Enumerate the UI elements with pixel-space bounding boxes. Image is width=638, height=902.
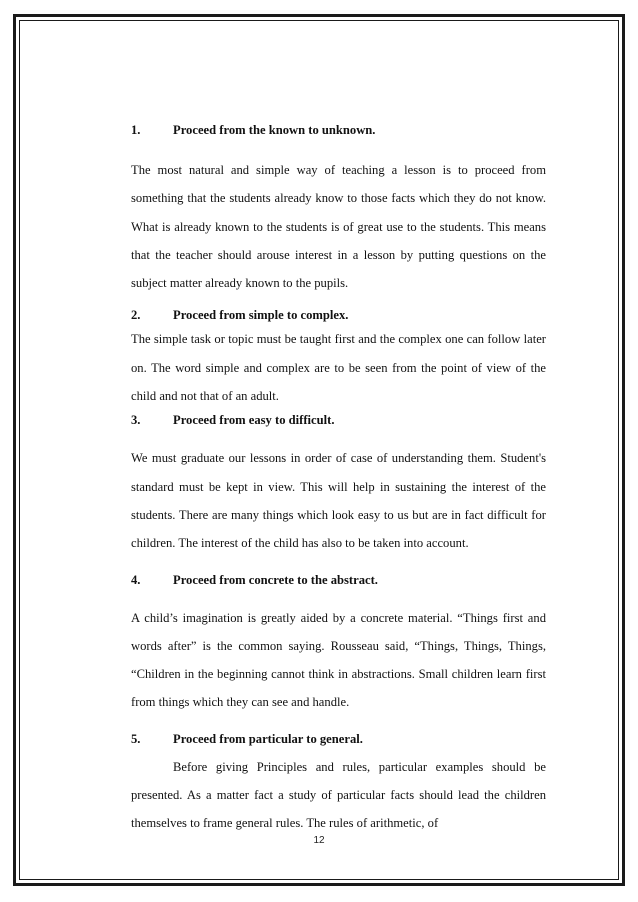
section-paragraph: A child’s imagination is greatly aided by a concrete material. “Things first and words after” is the common saying. Rousseau said, “Things, Things, Things, “Children in the beginning cannot think in abstractions. Small children learn first from things which they can see and handle. bbox=[131, 610, 546, 710]
section-paragraph: The simple task or topic must be taught first and the complex one can follow later on. The word simple and complex are to be seen from the point of view of the child and not that of an adult. bbox=[131, 332, 546, 404]
section-title: Proceed from simple to complex. bbox=[173, 308, 349, 323]
section-number: 1. bbox=[131, 123, 141, 137]
section-title: Proceed from the known to unknown. bbox=[173, 123, 376, 137]
document-body bbox=[131, 120, 546, 838]
section-paragraph: Before giving Principles and rules, particular examples should be presented. As a matter fact a study of particular facts should lead the children themselves to frame general rules. The rules of arithmetic, of bbox=[131, 759, 546, 831]
section-paragraph: We must graduate our lessons in order of case of understanding them. Student's standard must be kept in view. This will help in sustaining the interest of the students. There are many things which look easy to us but are in fact difficult for children. The interest of the child has also to be taken into account. bbox=[131, 451, 546, 551]
section-title: Proceed from easy to difficult. bbox=[173, 413, 335, 428]
section-heading bbox=[131, 305, 546, 325]
section-number: 5. bbox=[131, 731, 141, 746]
section-heading bbox=[131, 729, 546, 749]
section-title: Proceed from concrete to the abstract. bbox=[173, 572, 378, 587]
section-number: 2. bbox=[131, 308, 141, 323]
section-heading bbox=[131, 410, 546, 430]
section-title: Proceed from particular to general. bbox=[173, 731, 363, 746]
section-number: 4. bbox=[131, 572, 141, 587]
section-heading bbox=[131, 570, 546, 590]
section-heading bbox=[131, 120, 546, 140]
page-number: 12 bbox=[313, 835, 325, 846]
section-paragraph: The most natural and simple way of teaching a lesson is to proceed from something that the students already know to those facts which they do not know. What is already known to the students is of great use to the students. This means that the teacher should arouse interest in a lesson by putting questions on the subject matter already known to the pupils. bbox=[131, 163, 546, 291]
section-number: 3. bbox=[131, 413, 141, 428]
